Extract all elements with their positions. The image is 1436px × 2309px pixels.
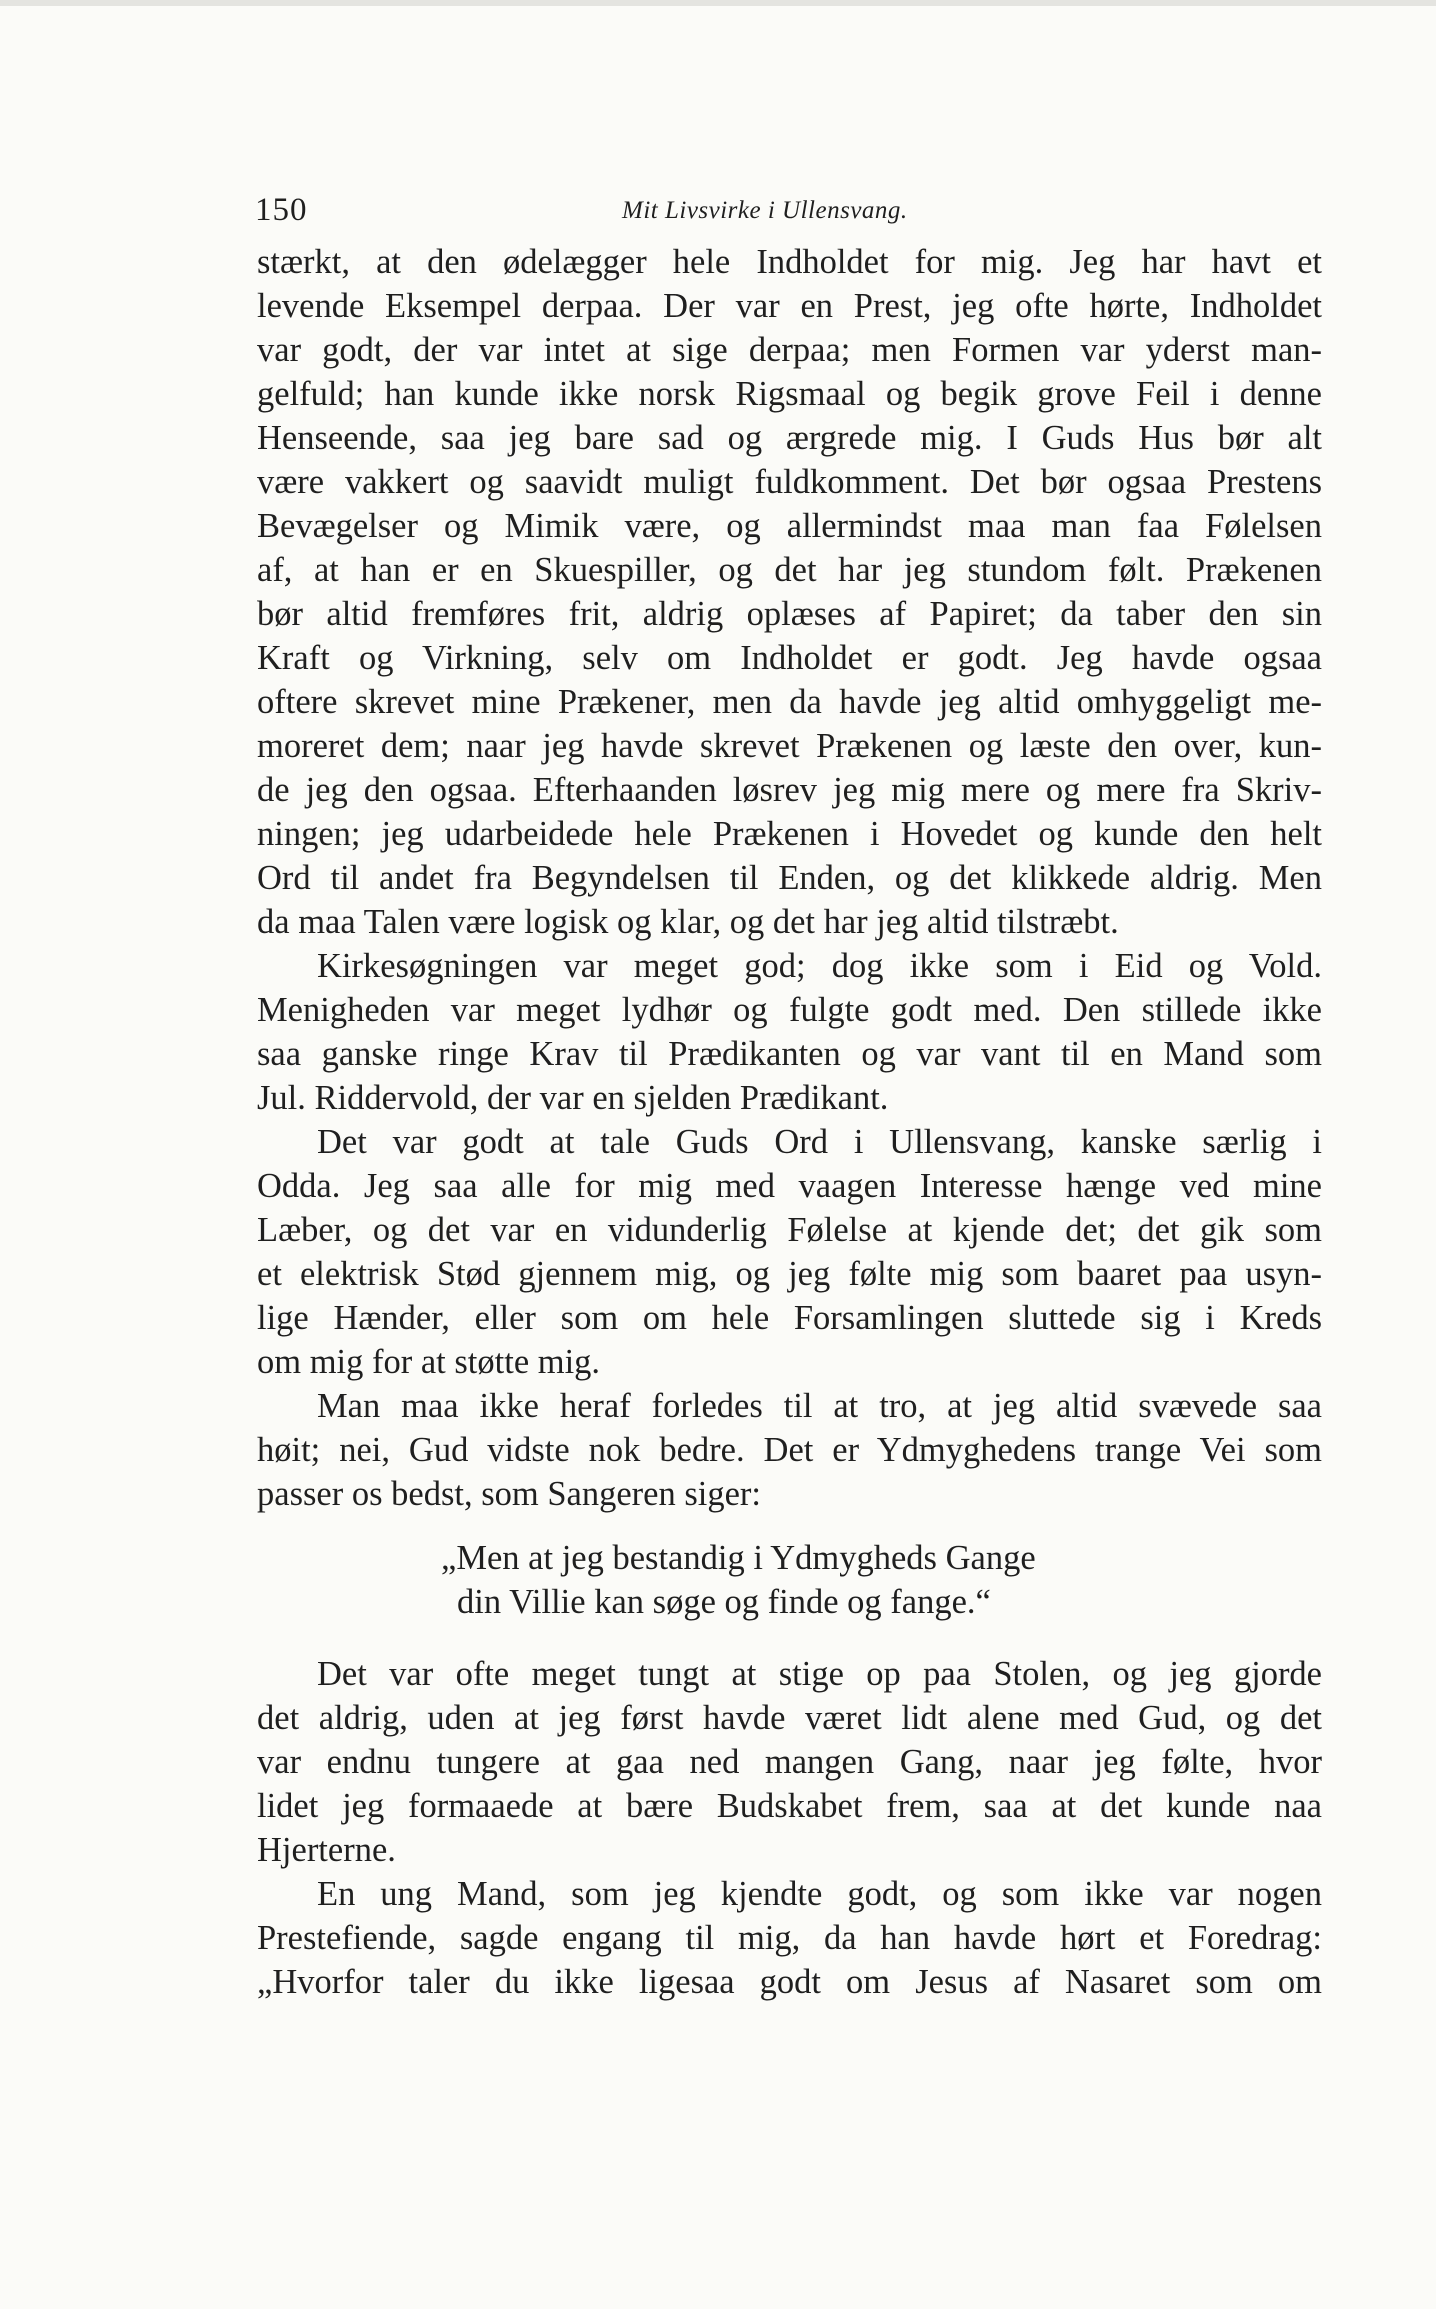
text-line: saa ganske ringe Krav til Prædikanten og var vant til en Mand som [257, 1035, 1322, 1073]
text-line: lige Hænder, eller som om hele Forsamlingen sluttede sig i Kreds [257, 1299, 1322, 1337]
text-line: Hjerterne. [257, 1831, 396, 1869]
page-number: 150 [255, 192, 308, 228]
text-line: moreret dem; naar jeg havde skrevet Prækenen og læste den over, kun- [257, 727, 1322, 765]
text-line: Prestefiende, sagde engang til mig, da han havde hørt et Foredrag: [257, 1919, 1322, 1957]
text-line: lidet jeg formaaede at bære Budskabet frem, saa at det kunde naa [257, 1787, 1322, 1825]
paragraph-start: Det var ofte meget tungt at stige op paa Stolen, og jeg gjorde [317, 1655, 1322, 1693]
verse-line: din Villie kan søge og finde og fange.“ [457, 1583, 991, 1621]
text-line: var godt, der var intet at sige derpaa; men Formen var yderst man- [257, 331, 1322, 369]
text-line: da maa Talen være logisk og klar, og det har jeg altid tilstræbt. [257, 903, 1119, 941]
text-line: Ord til andet fra Begyndelsen til Enden, og det klikkede aldrig. Men [257, 859, 1322, 897]
paragraph-start: En ung Mand, som jeg kjendte godt, og som ikke var nogen [317, 1875, 1322, 1913]
text-line: „Hvorfor taler du ikke ligesaa godt om Jesus af Nasaret som om [257, 1963, 1322, 2001]
text-line: Jul. Riddervold, der var en sjelden Prædikant. [257, 1079, 889, 1117]
text-line: Læber, og det var en vidunderlig Følelse at kjende det; det gik som [257, 1211, 1322, 1249]
text-line: var endnu tungere at gaa ned mangen Gang, naar jeg følte, hvor [257, 1743, 1322, 1781]
text-line: Kraft og Virkning, selv om Indholdet er godt. Jeg havde ogsaa [257, 639, 1322, 677]
text-line: af, at han er en Skuespiller, og det har jeg stundom følt. Prækenen [257, 551, 1322, 589]
text-line: om mig for at støtte mig. [257, 1343, 601, 1381]
text-line: levende Eksempel derpaa. Der var en Prest, jeg ofte hørte, Indholdet [257, 287, 1322, 325]
text-line: være vakkert og saavidt muligt fuldkomment. Det bør ogsaa Prestens [257, 463, 1322, 501]
paragraph-start: Kirkesøgningen var meget god; dog ikke som i Eid og Vold. [317, 947, 1322, 985]
text-line: et elektrisk Stød gjennem mig, og jeg følte mig som baaret paa usyn- [257, 1255, 1322, 1293]
text-line: høit; nei, Gud vidste nok bedre. Det er Ydmyghedens trange Vei som [257, 1431, 1322, 1469]
text-line: oftere skrevet mine Prækener, men da havde jeg altid omhyggeligt me- [257, 683, 1322, 721]
text-line: Odda. Jeg saa alle for mig med vaagen Interesse hænge ved mine [257, 1167, 1322, 1205]
text-line: det aldrig, uden at jeg først havde været lidt alene med Gud, og det [257, 1699, 1322, 1737]
scan-edge [0, 0, 1436, 6]
page-header [255, 192, 1325, 232]
text-line: Menigheden var meget lydhør og fulgte godt med. Den stillede ikke [257, 991, 1322, 1029]
text-line: de jeg den ogsaa. Efterhaanden løsrev jeg mig mere og mere fra Skriv- [257, 771, 1322, 809]
text-line: passer os bedst, som Sangeren siger: [257, 1475, 761, 1513]
text-line: gelfuld; han kunde ikke norsk Rigsmaal og begik grove Feil i denne [257, 375, 1322, 413]
paragraph-start: Det var godt at tale Guds Ord i Ullensvang, kanske særlig i [317, 1123, 1322, 1161]
paragraph-start: Man maa ikke heraf forledes til at tro, at jeg altid svævede saa [317, 1387, 1322, 1425]
text-line: Bevægelser og Mimik være, og allermindst maa man faa Følelsen [257, 507, 1322, 545]
text-line: ningen; jeg udarbeidede hele Prækenen i Hovedet og kunde den helt [257, 815, 1322, 853]
text-line: Henseende, saa jeg bare sad og ærgrede mig. I Guds Hus bør alt [257, 419, 1322, 457]
text-line: stærkt, at den ødelægger hele Indholdet for mig. Jeg har havt et [257, 243, 1322, 281]
verse-line: „Men at jeg bestandig i Ydmygheds Gange [441, 1539, 1036, 1577]
text-line: bør altid fremføres frit, aldrig oplæses af Papiret; da taber den sin [257, 595, 1322, 633]
running-head: Mit Livsvirke i Ullensvang. [622, 197, 908, 224]
